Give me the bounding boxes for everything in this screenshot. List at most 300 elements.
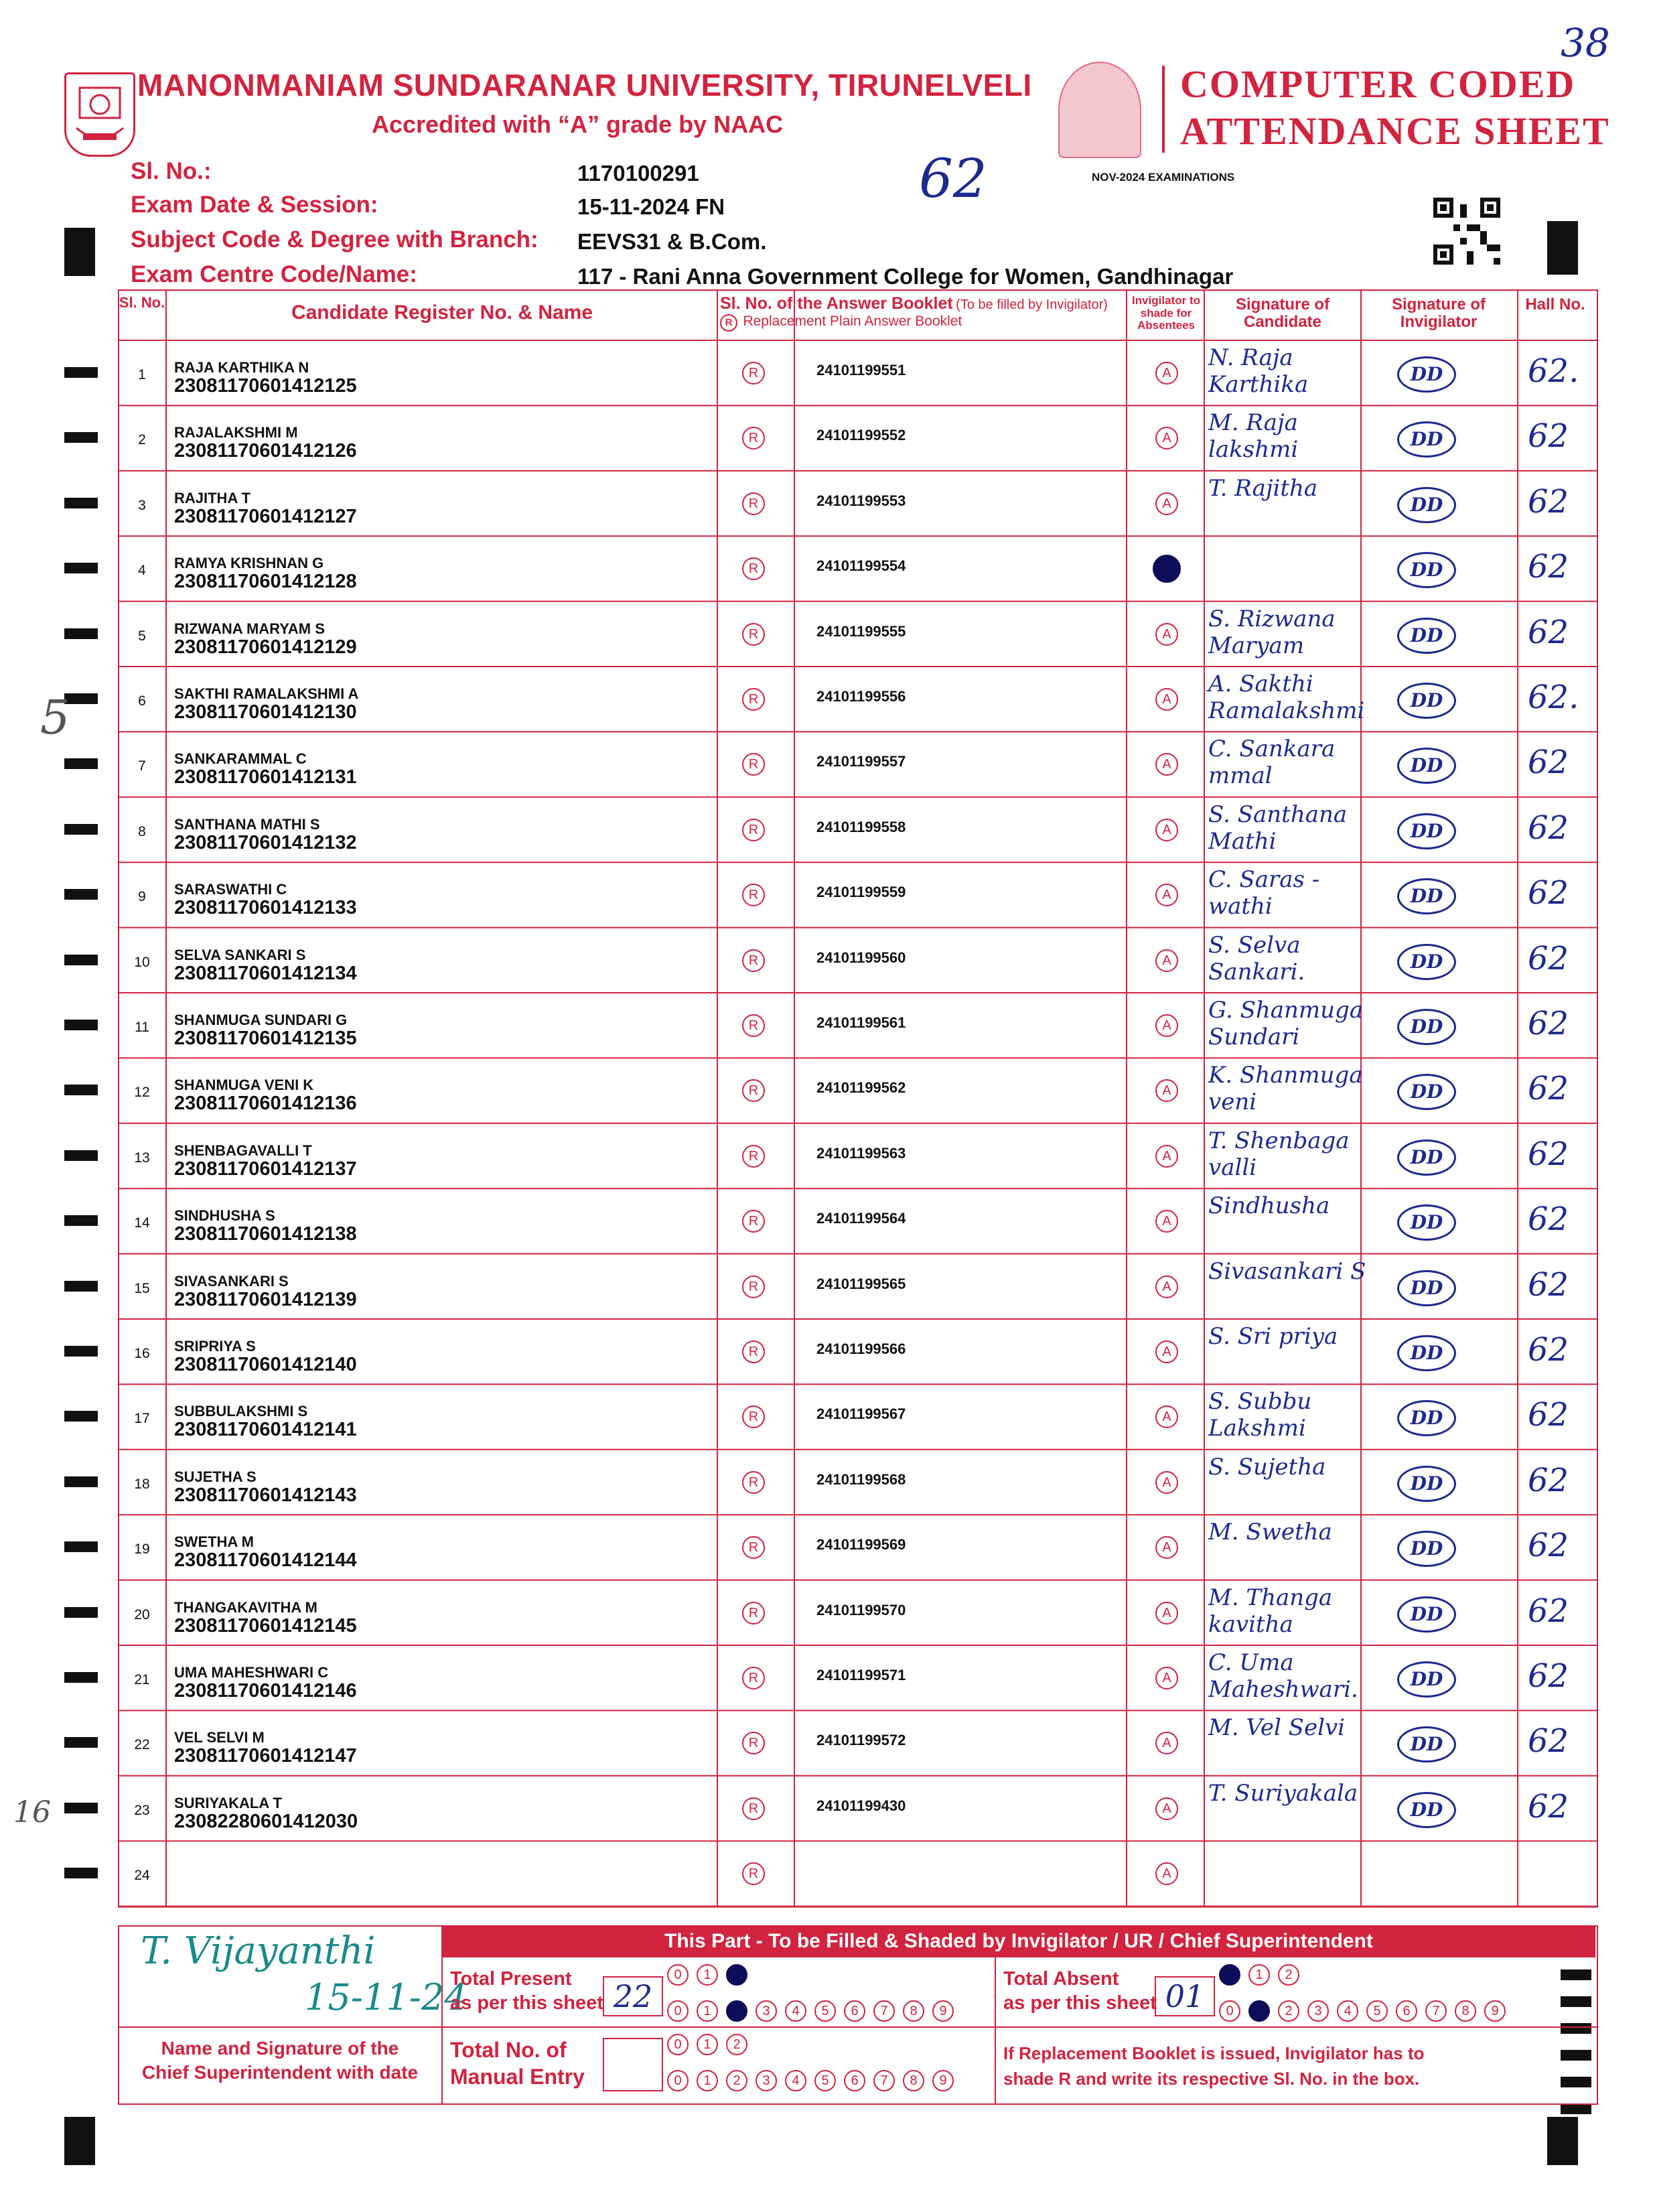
timing-mark xyxy=(64,955,98,965)
candidate-name: SURIYAKALA T xyxy=(174,1794,282,1811)
table-row xyxy=(118,732,1598,797)
digit-bubble[interactable]: 6 xyxy=(844,2070,865,2091)
register-number: 23081170601412141 xyxy=(174,1419,357,1441)
hall-number: 62 xyxy=(1528,1592,1569,1630)
answer-booklet-no: 24101199554 xyxy=(816,557,906,575)
replacement-bubble[interactable]: R xyxy=(742,492,765,515)
candidate-signature: S. Santhana Mathi xyxy=(1208,801,1348,855)
row-sl-no: 3 xyxy=(138,497,146,513)
digit-bubble[interactable]: 0 xyxy=(667,2034,689,2055)
candidate-signature: Sivasankari S xyxy=(1208,1257,1366,1285)
sl-no-label: Sl. No.: xyxy=(131,158,212,184)
digit-bubble[interactable]: 1 xyxy=(697,1964,718,1986)
answer-booklet-no: 24101199557 xyxy=(816,753,906,770)
candidate-name: RAMYA KRISHNAN G xyxy=(174,555,324,572)
digit-bubble[interactable]: 4 xyxy=(1337,2000,1358,2022)
timing-marker xyxy=(1547,2117,1578,2165)
replacement-bubble[interactable]: R xyxy=(742,1862,765,1885)
answer-booklet-no: 24101199564 xyxy=(816,1210,906,1227)
absent-bubble[interactable]: A xyxy=(1155,623,1178,646)
university-logo xyxy=(64,72,135,157)
register-number: 23081170601412145 xyxy=(174,1614,357,1637)
header-sig-candidate: Signature of Candidate xyxy=(1235,295,1329,332)
table-row xyxy=(118,1254,1598,1319)
header-replacement: Replacement Plain Answer Booklet xyxy=(743,313,962,329)
candidate-signature: N. Raja Karthika xyxy=(1208,344,1309,398)
margin-count: 16 xyxy=(13,1795,51,1829)
register-number: 23081170601412138 xyxy=(174,1223,357,1245)
digit-bubble[interactable]: 2 xyxy=(726,1964,747,1986)
replacement-bubble[interactable]: R xyxy=(742,1732,765,1754)
candidate-name: SIVASANKARI S xyxy=(174,1272,289,1290)
footer-banner: This Part - To be Filled & Shaded by Invigilator / UR / Chief Superintendent xyxy=(442,1925,1595,1957)
header-booklet-note: (To be filled by Invigilator) xyxy=(956,297,1108,312)
centre-label: Exam Centre Code/Name: xyxy=(131,261,417,287)
digit-bubble[interactable]: 6 xyxy=(1396,2000,1417,2022)
digit-bubble[interactable]: 8 xyxy=(1455,2000,1476,2022)
present-label-line1: Total Present xyxy=(450,1968,572,1990)
hall-number: 62 xyxy=(1528,1135,1569,1173)
timing-mark xyxy=(64,1215,98,1226)
candidate-signature: G. Shanmuga Sundari xyxy=(1208,997,1364,1050)
register-number: 23081170601412137 xyxy=(174,1158,357,1180)
digit-bubble[interactable]: 7 xyxy=(873,2070,895,2091)
candidate-name: RAJITHA T xyxy=(174,489,251,506)
chief-label-line1: Name and Signature of the xyxy=(161,2038,399,2059)
digit-bubble[interactable]: 8 xyxy=(903,2000,924,2022)
candidate-signature: C. Saras -wathi xyxy=(1208,866,1320,920)
candidate-name: SHANMUGA SUNDARI G xyxy=(174,1012,348,1028)
timing-mark xyxy=(64,563,98,573)
table-row xyxy=(118,1188,1598,1253)
timing-mark xyxy=(64,1281,98,1292)
hall-number: 62 xyxy=(1528,1331,1569,1369)
digit-bubble[interactable]: 2 xyxy=(1278,1964,1299,1986)
timing-mark xyxy=(64,1346,98,1357)
row-sl-no: 4 xyxy=(138,563,146,579)
answer-booklet-no: 24101199562 xyxy=(816,1079,906,1097)
hall-number: 62 xyxy=(1528,1265,1569,1304)
candidate-signature: M. Thanga kavitha xyxy=(1208,1584,1333,1638)
answer-booklet-no: 24101199558 xyxy=(816,818,906,835)
hall-number: 62 xyxy=(1528,809,1569,847)
candidate-name: SUJETHA S xyxy=(174,1468,257,1485)
candidate-name: RAJALAKSHMI M xyxy=(174,424,298,441)
table-row xyxy=(118,1710,1598,1775)
candidate-name: SINDHUSHA S xyxy=(174,1207,275,1225)
invigilator-signature: DD xyxy=(1397,1335,1456,1371)
candidate-signature: M. Raja lakshmi xyxy=(1208,409,1299,464)
replacement-bubble[interactable]: R xyxy=(742,1797,765,1820)
table-row xyxy=(118,1384,1598,1449)
digit-bubble[interactable]: 3 xyxy=(1307,2000,1329,2022)
answer-booklet-no: 24101199563 xyxy=(816,1144,906,1162)
register-number: 23081170601412147 xyxy=(174,1745,357,1767)
absent-bubble[interactable]: A xyxy=(1155,1536,1178,1559)
candidate-name: VEL SELVI M xyxy=(174,1729,265,1746)
corner-number: 38 xyxy=(1561,20,1610,66)
invigilator-signature: DD xyxy=(1397,813,1456,849)
handwritten-page-number: 62 xyxy=(919,147,987,210)
absent-bubble[interactable]: A xyxy=(1155,1145,1178,1168)
row-sl-no: 13 xyxy=(134,1150,150,1166)
timing-marker xyxy=(64,2117,95,2165)
digit-bubble[interactable]: 8 xyxy=(903,2070,924,2091)
replacement-bubble[interactable]: R xyxy=(742,1471,765,1494)
digit-bubble[interactable]: 1 xyxy=(697,2034,718,2055)
sheet-title-line2: ATTENDANCE SHEET xyxy=(1180,109,1610,153)
digit-bubble[interactable]: 3 xyxy=(756,2070,777,2091)
digit-bubble[interactable]: 4 xyxy=(785,2000,806,2022)
answer-booklet-no: 24101199561 xyxy=(816,1014,906,1031)
present-value-box[interactable]: 22 xyxy=(603,1976,663,2016)
answer-booklet-no: 24101199560 xyxy=(816,949,906,966)
absent-bubble[interactable]: A xyxy=(1155,1862,1178,1885)
candidate-signature: T. Rajitha xyxy=(1208,474,1318,502)
timing-marker xyxy=(64,228,95,276)
answer-booklet-no: 24101199570 xyxy=(816,1601,906,1618)
row-sl-no: 16 xyxy=(134,1346,150,1361)
timing-mark xyxy=(64,758,98,769)
answer-booklet-no: 24101199559 xyxy=(816,884,906,901)
founder-portrait xyxy=(1058,62,1141,158)
register-number: 23081170601412140 xyxy=(174,1354,357,1375)
row-sl-no: 20 xyxy=(134,1606,150,1622)
digit-bubble[interactable]: 9 xyxy=(932,2070,954,2091)
invigilator-signature: DD xyxy=(1397,618,1456,654)
timing-mark xyxy=(64,498,98,508)
invigilator-signature: DD xyxy=(1397,1139,1456,1176)
replacement-bubble[interactable]: R xyxy=(742,1536,765,1559)
replacement-bubble[interactable]: R xyxy=(742,623,765,646)
register-number: 23081170601412143 xyxy=(174,1484,357,1506)
candidate-signature: S. Sri priya xyxy=(1208,1323,1338,1350)
replacement-note-line1: If Replacement Booklet is issued, Invigilator has to xyxy=(1003,2043,1425,2063)
invigilator-signature: DD xyxy=(1397,1204,1456,1241)
answer-booklet-no: 24101199568 xyxy=(816,1470,906,1488)
row-sl-no: 23 xyxy=(134,1802,150,1818)
invigilator-signature: DD xyxy=(1397,1596,1456,1633)
replacement-bubble[interactable]: R xyxy=(742,1667,765,1689)
row-sl-no: 2 xyxy=(138,432,146,448)
absent-label-line2: as per this sheet xyxy=(1003,1992,1157,2014)
row-sl-no: 22 xyxy=(134,1737,150,1753)
register-number: 23081170601412132 xyxy=(174,831,357,853)
answer-booklet-no: 24101199551 xyxy=(816,362,906,378)
absent-bubble[interactable]: A xyxy=(1155,1210,1178,1233)
digit-bubble[interactable]: 0 xyxy=(667,2070,689,2091)
sheet-title-line1: COMPUTER CODED xyxy=(1180,62,1576,106)
digit-bubble[interactable]: 1 xyxy=(1248,2000,1270,2022)
row-sl-no: 18 xyxy=(134,1476,150,1492)
absent-bubble[interactable]: A xyxy=(1155,884,1178,906)
hall-number: 62 xyxy=(1528,417,1569,456)
digit-bubble[interactable]: 3 xyxy=(756,2000,777,2022)
digit-bubble[interactable]: 7 xyxy=(1425,2000,1447,2022)
candidate-signature: Sindhusha xyxy=(1208,1192,1330,1220)
replacement-bubble[interactable]: R xyxy=(742,557,765,580)
candidate-signature: C. Sankara mmal xyxy=(1208,736,1336,790)
row-sl-no: 6 xyxy=(138,693,146,709)
register-number: 23081170601412130 xyxy=(174,701,357,723)
table-row xyxy=(118,1319,1598,1384)
answer-booklet-no: 24101199572 xyxy=(816,1732,906,1749)
candidate-signature: K. Shanmuga veni xyxy=(1208,1062,1363,1116)
timing-mark xyxy=(64,1607,98,1618)
replacement-symbol: R xyxy=(720,314,737,332)
register-number: 23081170601412136 xyxy=(174,1093,357,1115)
university-name: MANONMANIAM SUNDARANAR UNIVERSITY, TIRUNELVELI xyxy=(137,68,1032,102)
absent-bubble[interactable]: A xyxy=(1155,819,1178,841)
absent-value-box[interactable]: 01 xyxy=(1155,1976,1215,2016)
register-number: 23081170601412133 xyxy=(174,897,357,919)
replacement-bubble[interactable]: R xyxy=(742,688,765,711)
answer-booklet-no: 24101199569 xyxy=(816,1536,906,1553)
candidate-signature: M. Vel Selvi xyxy=(1208,1714,1346,1742)
digit-bubble[interactable]: 2 xyxy=(726,2034,747,2055)
absent-bubble[interactable]: A xyxy=(1155,362,1178,385)
invigilator-signature: DD xyxy=(1397,356,1456,393)
answer-booklet-no: 24101199556 xyxy=(816,688,906,705)
replacement-bubble[interactable]: R xyxy=(742,362,765,385)
hall-number: 62 xyxy=(1528,874,1569,912)
digit-bubble[interactable]: 5 xyxy=(1366,2000,1388,2022)
replacement-bubble[interactable]: R xyxy=(742,1602,765,1625)
table-row xyxy=(118,1515,1598,1580)
digit-bubble[interactable]: 0 xyxy=(1219,2000,1240,2022)
candidate-signature: S. Rizwana Maryam xyxy=(1208,605,1336,659)
invigilator-signature: DD xyxy=(1397,1009,1456,1045)
digit-bubble[interactable]: 2 xyxy=(726,2000,747,2022)
candidate-signature: T. Shenbaga valli xyxy=(1208,1127,1350,1181)
candidate-name: SUBBULAKSHMI S xyxy=(174,1403,308,1420)
digit-bubble[interactable]: 2 xyxy=(1278,2000,1299,2022)
absent-bubble[interactable]: A xyxy=(1155,1667,1178,1689)
digit-bubble[interactable]: 5 xyxy=(814,2000,836,2022)
invigilator-signature: DD xyxy=(1397,1270,1456,1306)
timing-mark xyxy=(64,1411,98,1422)
timing-marker xyxy=(1547,221,1578,275)
header-hall: Hall No. xyxy=(1525,295,1585,314)
timing-mark xyxy=(64,367,98,378)
digit-bubble[interactable]: 7 xyxy=(873,2000,895,2022)
candidate-signature: A. Sakthi Ramalakshmi xyxy=(1208,671,1365,724)
table-row xyxy=(118,1123,1598,1188)
table-row xyxy=(118,536,1598,601)
candidate-name: SELVA SANKARI S xyxy=(174,946,306,963)
register-number: 23081170601412135 xyxy=(174,1028,357,1049)
replacement-note-line2: shade R and write its respective Sl. No. in the box. xyxy=(1003,2069,1420,2089)
candidate-name: SARASWATHI C xyxy=(174,881,287,898)
absent-bubble[interactable]: A xyxy=(1155,1079,1178,1102)
replacement-bubble[interactable]: R xyxy=(742,1405,765,1428)
invigilator-signature: DD xyxy=(1397,1792,1456,1828)
subject-label: Subject Code & Degree with Branch: xyxy=(131,226,538,253)
replacement-bubble[interactable]: R xyxy=(742,1210,765,1233)
replacement-bubble[interactable]: R xyxy=(742,1145,765,1168)
absent-bubble[interactable]: A xyxy=(1155,492,1178,515)
candidate-name: RAJA KARTHIKA N xyxy=(174,359,309,376)
row-sl-no: 9 xyxy=(138,889,146,905)
table-row xyxy=(118,602,1598,667)
hall-number: 62 xyxy=(1528,482,1569,521)
digit-bubble[interactable]: 0 xyxy=(667,1964,689,1986)
table-row xyxy=(118,928,1598,993)
invigilator-signature: DD xyxy=(1397,944,1456,980)
exam-date-value: 15-11-2024 FN xyxy=(577,194,725,219)
invigilator-signature: DD xyxy=(1397,1531,1456,1567)
row-sl-no: 12 xyxy=(134,1085,150,1101)
candidate-name: UMA MAHESHWARI C xyxy=(174,1664,329,1681)
register-number: 23081170601412134 xyxy=(174,962,357,984)
absent-bubble[interactable]: A xyxy=(1155,949,1178,972)
header-divider xyxy=(1162,66,1165,153)
register-number: 23081170601412127 xyxy=(174,505,357,527)
replacement-bubble[interactable]: R xyxy=(742,1079,765,1102)
hall-number: 62 xyxy=(1528,1461,1569,1499)
absent-bubble[interactable]: A xyxy=(1155,1340,1178,1363)
header-sl: Sl. No. xyxy=(119,294,165,311)
timing-mark xyxy=(64,1672,98,1683)
absent-bubble[interactable]: A xyxy=(1153,555,1181,583)
timing-mark xyxy=(64,1020,98,1030)
absent-bubble[interactable]: A xyxy=(1155,1732,1178,1754)
absent-label-line1: Total Absent xyxy=(1003,1968,1119,1990)
hall-number: 62 xyxy=(1528,1722,1569,1760)
header-absentee: Invigilator to shade for Absentees xyxy=(1132,294,1200,332)
replacement-bubble[interactable]: R xyxy=(742,1275,765,1298)
answer-booklet-no: 24101199552 xyxy=(816,427,906,444)
invigilator-signature: DD xyxy=(1397,1726,1456,1762)
register-number: 23081170601412131 xyxy=(174,766,357,788)
replacement-bubble[interactable]: R xyxy=(742,884,765,906)
replacement-bubble[interactable]: R xyxy=(742,1014,765,1037)
answer-booklet-no: 24101199553 xyxy=(816,492,906,509)
sl-no-value: 1170100291 xyxy=(577,161,699,186)
hall-number: 62 xyxy=(1528,1200,1569,1239)
replacement-bubble[interactable]: R xyxy=(742,753,765,776)
digit-bubble[interactable]: 6 xyxy=(844,2000,865,2022)
hall-number: 62 xyxy=(1528,1396,1569,1434)
row-sl-no: 5 xyxy=(138,628,146,644)
header-sig-invigilator: Signature of Invigilator xyxy=(1391,295,1486,332)
candidate-name: SANKARAMMAL C xyxy=(174,750,307,768)
present-label-line2: as per this sheet xyxy=(450,1992,603,2014)
table-row xyxy=(118,1058,1598,1123)
hall-number: 62. xyxy=(1528,352,1579,390)
hall-number: 62 xyxy=(1528,939,1569,977)
row-sl-no: 7 xyxy=(138,758,146,774)
absent-bubble[interactable]: A xyxy=(1155,1602,1178,1625)
candidate-name: SRIPRIYA S xyxy=(174,1338,256,1355)
row-sl-no: 14 xyxy=(134,1215,150,1231)
digit-bubble[interactable]: 1 xyxy=(697,2070,718,2091)
hall-number: 62 xyxy=(1528,1787,1569,1825)
digit-bubble[interactable]: 0 xyxy=(667,2000,689,2022)
register-number: 23081170601412126 xyxy=(174,440,357,462)
register-number: 23081170601412128 xyxy=(174,571,357,593)
timing-mark xyxy=(64,628,98,639)
table-row xyxy=(118,405,1598,470)
table-row xyxy=(118,993,1598,1058)
table-row xyxy=(118,1776,1598,1841)
table-row xyxy=(118,667,1598,732)
absent-bubble[interactable]: A xyxy=(1155,688,1178,711)
register-number: 23081170601412146 xyxy=(174,1680,357,1702)
replacement-bubble[interactable]: R xyxy=(742,1340,765,1363)
candidate-name: SANTHANA MATHI S xyxy=(174,815,320,833)
table-row xyxy=(118,1580,1598,1645)
timing-mark xyxy=(64,1476,98,1487)
digit-bubble[interactable]: 9 xyxy=(932,2000,954,2022)
table-row xyxy=(118,797,1598,862)
row-sl-no: 24 xyxy=(134,1868,150,1884)
absent-bubble[interactable]: A xyxy=(1155,1014,1178,1037)
chief-date: 15-11-24 xyxy=(305,1976,468,2018)
absent-bubble[interactable]: A xyxy=(1155,1797,1178,1820)
candidate-name: SHANMUGA VENI K xyxy=(174,1077,314,1094)
digit-bubble[interactable]: 2 xyxy=(726,2070,747,2091)
candidate-signature: C. Uma Maheshwari. xyxy=(1208,1649,1358,1703)
invigilator-signature: DD xyxy=(1397,1661,1456,1698)
row-sl-no: 1 xyxy=(138,367,146,383)
invigilator-signature: DD xyxy=(1397,683,1456,719)
replacement-bubble[interactable]: R xyxy=(742,819,765,841)
candidate-signature: M. Swetha xyxy=(1208,1519,1332,1546)
manual-label-line1: Total No. of xyxy=(450,2038,567,2062)
register-number: 23081170601412144 xyxy=(174,1549,357,1572)
table-row xyxy=(118,1450,1598,1515)
absent-bubble[interactable]: A xyxy=(1155,1471,1178,1494)
absent-bubble[interactable]: A xyxy=(1155,1405,1178,1428)
register-number: 23082280601412030 xyxy=(174,1810,358,1832)
exam-date-label: Exam Date & Session: xyxy=(131,192,378,218)
register-number: 23081170601412129 xyxy=(174,636,357,658)
register-number: 23081170601412125 xyxy=(174,375,357,397)
replacement-bubble[interactable]: R xyxy=(742,427,765,450)
table-row xyxy=(118,862,1598,927)
digit-bubble[interactable]: 5 xyxy=(814,2070,836,2091)
timing-mark xyxy=(64,889,98,900)
timing-mark xyxy=(64,824,98,835)
digit-bubble[interactable]: 0 xyxy=(1219,1964,1240,1986)
header-candidate: Candidate Register No. & Name xyxy=(291,301,593,324)
accreditation: Accredited with “A” grade by NAAC xyxy=(372,111,784,138)
absent-bubble[interactable]: A xyxy=(1155,427,1178,450)
header-booklet-main: Sl. No. of the Answer Booklet xyxy=(720,294,953,313)
row-sl-no: 17 xyxy=(134,1411,150,1427)
exam-label: NOV-2024 EXAMINATIONS xyxy=(1092,171,1235,184)
invigilator-signature: DD xyxy=(1397,421,1456,458)
digit-bubble[interactable]: 4 xyxy=(785,2070,806,2091)
digit-bubble[interactable]: 1 xyxy=(1248,1964,1270,1986)
absent-bubble[interactable]: A xyxy=(1155,1275,1178,1298)
digit-bubble[interactable]: 1 xyxy=(697,2000,718,2022)
answer-booklet-no: 24101199555 xyxy=(816,622,906,640)
absent-bubble[interactable]: A xyxy=(1155,753,1178,776)
timing-mark xyxy=(64,1150,98,1161)
table-row xyxy=(118,1645,1598,1710)
hall-number: 62 xyxy=(1528,744,1569,782)
invigilator-signature: DD xyxy=(1397,878,1456,914)
answer-booklet-no: 24101199571 xyxy=(816,1667,906,1683)
chief-label-line2: Chief Superintendent with date xyxy=(141,2062,419,2083)
replacement-bubble[interactable]: R xyxy=(742,949,765,972)
digit-bubble[interactable]: 9 xyxy=(1484,2000,1506,2022)
table-row xyxy=(118,340,1598,405)
row-sl-no: 15 xyxy=(134,1280,150,1296)
timing-mark xyxy=(64,1737,98,1748)
